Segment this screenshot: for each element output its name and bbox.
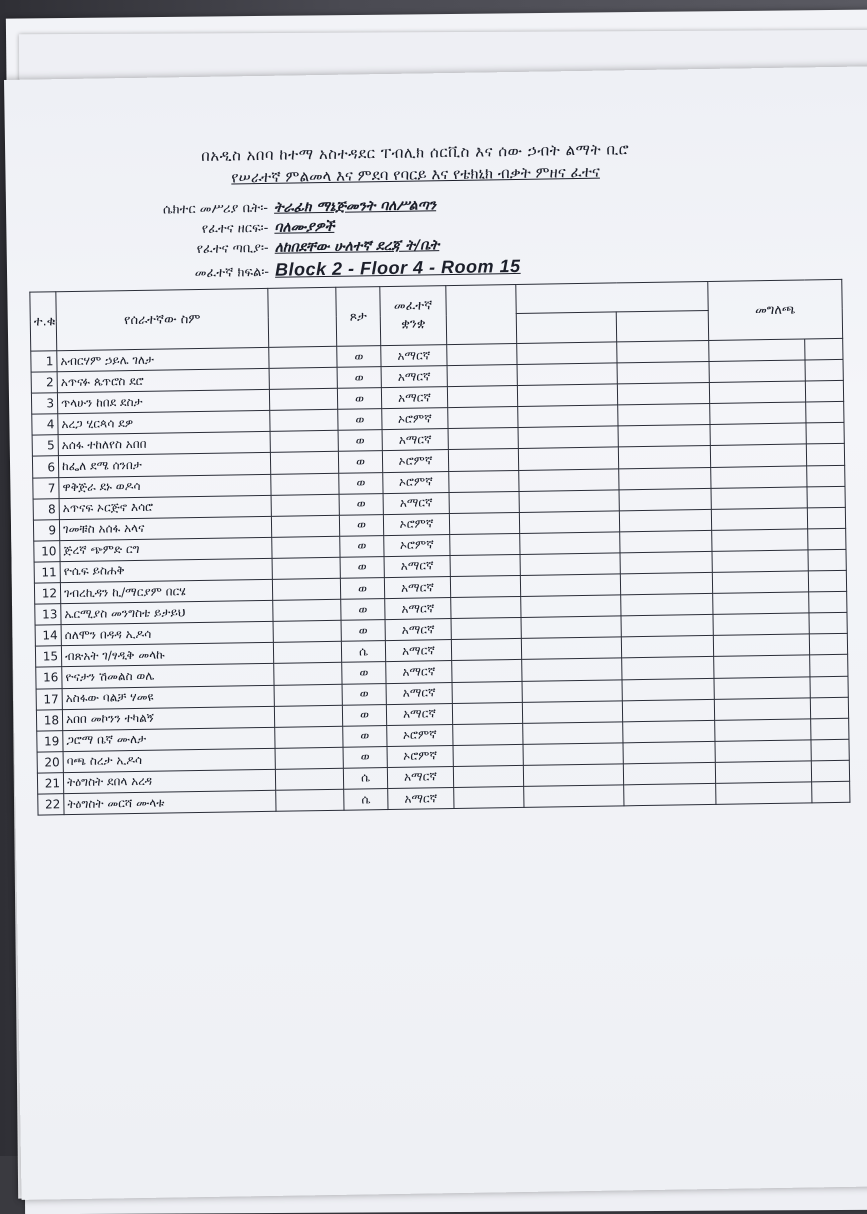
employee-sex: ወ [340, 535, 384, 557]
blank-cell [711, 508, 807, 531]
blank-cell [807, 465, 845, 487]
blank-cell [807, 486, 845, 508]
blank-cell [518, 447, 618, 470]
blank-cell [272, 578, 340, 600]
blank-cell [520, 553, 620, 576]
employee-sex: ወ [341, 599, 385, 621]
roster-table [29, 279, 850, 816]
employee-sex: ሴ [343, 767, 387, 789]
blank-cell [812, 781, 850, 803]
blank-cell [622, 699, 714, 722]
blank-cell [710, 402, 806, 425]
blank-cell [621, 594, 713, 617]
roster-body [31, 338, 850, 815]
blank-cell [711, 466, 807, 489]
col-header-blank [268, 287, 337, 347]
col-header-sex: ጾታ [336, 287, 381, 347]
exam-language: አማርኛ [381, 387, 447, 409]
document-header [5, 137, 826, 190]
blank-cell [715, 719, 811, 742]
meta-label: የፈተና ዘርፍ፡- [201, 220, 269, 237]
employee-sex: ወ [339, 514, 383, 536]
blank-cell [521, 595, 621, 618]
exam-language: አማርኛ [383, 492, 449, 514]
col-header-sub-1 [516, 312, 616, 344]
row-number: 4 [32, 414, 58, 435]
blank-cell [276, 789, 344, 811]
blank-cell [452, 660, 522, 682]
blank-cell [520, 574, 620, 597]
row-number: 12 [34, 583, 60, 604]
col-header-sub-2 [616, 310, 708, 341]
employee-name: ዮናታን ሽመልስ ወሌ [62, 664, 274, 688]
blank-cell [713, 613, 809, 636]
col-header-group [516, 281, 708, 313]
exam-language: ኦሮምኛ [383, 513, 449, 535]
row-number: 9 [33, 519, 59, 540]
employee-sex: ወ [338, 430, 382, 452]
blank-cell [448, 449, 518, 471]
blank-cell [275, 726, 343, 748]
employee-sex: ወ [337, 367, 381, 389]
blank-cell [716, 782, 812, 805]
blank-cell [273, 642, 341, 664]
blank-cell [450, 575, 520, 597]
employee-name: ከፌለ ደሜ ሰንበታ [58, 453, 270, 477]
blank-cell [618, 425, 710, 448]
blank-cell [269, 367, 337, 389]
employee-sex: ወ [342, 662, 386, 684]
blank-cell [808, 570, 846, 592]
blank-cell [712, 550, 808, 573]
blank-cell [808, 549, 846, 571]
header-line-2: የሠራተኛ ምልመላ እና ምደባ የባርይ እና የቴክኒክ ብቃት ምዘና ፈተና [231, 162, 600, 187]
row-number: 14 [35, 625, 61, 646]
blank-cell [451, 597, 521, 619]
row-number: 19 [37, 730, 63, 751]
employee-sex: ወ [339, 472, 383, 494]
exam-language: አማርኛ [388, 787, 454, 809]
blank-cell [806, 423, 844, 445]
blank-cell [518, 426, 618, 449]
employee-name: ጋሮማ ቤኛ ሙለታ [63, 727, 275, 751]
blank-cell [619, 488, 711, 511]
employee-name: ገብረኪዳን ኪ/ማርያም በርሄ [60, 579, 272, 603]
blank-cell [452, 681, 522, 703]
blank-cell [620, 530, 712, 553]
blank-cell [453, 723, 523, 745]
blank-cell [519, 468, 619, 491]
blank-cell [272, 557, 340, 579]
employee-name: ትዕግስት መርሻ ሙላቱ [64, 790, 276, 814]
blank-cell [517, 363, 617, 386]
employee-name: ጅረኛ ጭምድ ርግ [60, 537, 272, 561]
blank-cell [807, 507, 845, 529]
exam-language: አማርኛ [386, 661, 452, 683]
header-row [30, 279, 842, 321]
blank-cell [619, 467, 711, 490]
blank-cell [449, 491, 519, 513]
row-number: 8 [33, 498, 59, 519]
blank-cell [269, 346, 337, 368]
blank-cell [451, 639, 521, 661]
blank-cell [274, 705, 342, 727]
employee-sex: ወ [338, 451, 382, 473]
col-header-lang: መፈተኛ ቋንቋ [380, 286, 447, 346]
col-header-blank [446, 284, 517, 344]
blank-cell [452, 702, 522, 724]
exam-language: ኦሮምኛ [382, 408, 448, 430]
blank-cell [620, 551, 712, 574]
exam-language: አማርኛ [385, 640, 451, 662]
employee-sex: ሴ [344, 789, 388, 811]
meta-value: ትራፊክ ማኔጅመንት ባለሥልጣን [273, 197, 437, 216]
employee-name: አበበ መኮንን ተካልኝ [62, 706, 274, 730]
blank-cell [623, 762, 715, 785]
meta-value: Block 2 - Floor 4 - Room 15 [274, 255, 521, 280]
employee-name: አስፋው ባልቻ ሃመዩ [62, 685, 274, 709]
blank-cell [271, 473, 339, 495]
blank-cell [270, 410, 338, 432]
col-header-name: የሰራተኛው ስም [56, 288, 269, 350]
blank-cell [810, 655, 848, 677]
meta-info [116, 196, 521, 282]
blank-cell [805, 338, 843, 360]
employee-name: አሰፋ ተከለየስ አበበ [58, 432, 270, 456]
meta-label: የፈተና ጣቢያ፡- [196, 240, 269, 257]
exam-language: አማርኛ [384, 555, 450, 577]
blank-cell [714, 655, 810, 678]
blank-cell [713, 592, 809, 615]
employee-name: ትዕግስት ደበላ አረዳ [63, 769, 275, 793]
row-number: 16 [36, 667, 62, 688]
blank-cell [449, 512, 519, 534]
blank-cell [451, 618, 521, 640]
row-number: 10 [34, 541, 60, 562]
blank-cell [806, 444, 844, 466]
employee-name: ዋቅጅራ ደኑ ወዶሳ [59, 474, 271, 498]
row-number: 20 [37, 751, 63, 772]
blank-cell [806, 402, 844, 424]
employee-sex: ወ [340, 578, 384, 600]
blank-cell [274, 684, 342, 706]
blank-cell [617, 383, 709, 406]
employee-name: ብጽአት ገ/ፃዲቅ መላኩ [61, 643, 273, 667]
exam-language: ኦሮምኛ [387, 724, 453, 746]
blank-cell [522, 658, 622, 681]
blank-cell [620, 572, 712, 595]
blank-cell [811, 718, 849, 740]
employee-sex: ወ [339, 493, 383, 515]
blank-cell [712, 571, 808, 594]
blank-cell [710, 423, 806, 446]
blank-cell [809, 634, 847, 656]
meta-value: ለከበደቸው ሁለተኛ ደረጃ ት/ቤት [274, 237, 440, 256]
employee-sex: ወ [342, 704, 386, 726]
row-number: 1 [31, 351, 57, 372]
exam-language: ኦሮምኛ [383, 471, 449, 493]
employee-sex: ሴ [341, 641, 385, 663]
blank-cell [522, 679, 622, 702]
blank-cell [453, 744, 523, 766]
row-number: 7 [33, 477, 59, 498]
blank-cell [448, 407, 518, 429]
blank-cell [810, 697, 848, 719]
blank-cell [273, 599, 341, 621]
exam-language: አማርኛ [381, 345, 447, 367]
meta-value: ባለሙያዎች [274, 218, 335, 236]
row-number: 17 [36, 688, 62, 709]
blank-cell [523, 743, 623, 766]
blank-cell [623, 720, 715, 743]
col-header-remark: መግለጫ [708, 279, 843, 340]
blank-cell [447, 343, 517, 365]
blank-cell [622, 678, 714, 701]
row-number: 3 [31, 393, 57, 414]
blank-cell [275, 768, 343, 790]
blank-cell [811, 739, 849, 761]
employee-name: ሰለሞን በዳዳ ኢዶሳ [61, 622, 273, 646]
row-number: 15 [35, 646, 61, 667]
employee-name: አረጋ ሂርጳሳ ደዎ [58, 411, 270, 435]
blank-cell [523, 722, 623, 745]
blank-cell [715, 740, 811, 763]
employee-sex: ወ [341, 620, 385, 642]
blank-cell [453, 765, 523, 787]
blank-cell [805, 359, 843, 381]
row-number: 22 [38, 794, 64, 815]
employee-sex: ወ [343, 746, 387, 768]
row-number: 11 [34, 562, 60, 583]
employee-sex: ወ [340, 557, 384, 579]
exam-language: ኦሮምኛ [384, 534, 450, 556]
blank-cell [714, 698, 810, 721]
blank-cell [709, 360, 805, 383]
exam-language: አማርኛ [384, 577, 450, 599]
blank-cell [273, 620, 341, 642]
blank-cell [712, 529, 808, 552]
blank-cell [275, 747, 343, 769]
exam-language: አማርኛ [381, 366, 447, 388]
blank-cell [808, 528, 846, 550]
exam-language: አማርኛ [386, 703, 452, 725]
blank-cell [270, 452, 338, 474]
blank-cell [623, 741, 715, 764]
blank-cell [271, 494, 339, 516]
blank-cell [522, 700, 622, 723]
employee-name: አጥናፍ ኦርጅኖ እሳሮ [59, 495, 271, 519]
blank-cell [517, 384, 617, 407]
employee-name: ኤርሚያስ መንግስቴ ይታይህ [61, 600, 273, 624]
exam-language: ኦሮምኛ [387, 745, 453, 767]
blank-cell [624, 783, 716, 806]
row-number: 21 [37, 773, 63, 794]
exam-language: ኦሮምኛ [382, 450, 448, 472]
row-number: 2 [31, 372, 57, 393]
blank-cell [274, 663, 342, 685]
blank-cell [709, 381, 805, 404]
blank-cell [270, 431, 338, 453]
employee-name: አጥናፉ ጴጥሮስ ደሮ [57, 368, 269, 392]
blank-cell [517, 342, 617, 365]
meta-label: ሴክተር መሥሪያ ቤት፡- [162, 200, 269, 218]
row-number: 6 [32, 456, 58, 477]
blank-cell [621, 636, 713, 659]
blank-cell [520, 532, 620, 555]
blank-cell [805, 381, 843, 403]
blank-cell [811, 760, 849, 782]
employee-name: ባጫ ስረታ ኢዶሳ [63, 748, 275, 772]
blank-cell [809, 613, 847, 635]
blank-cell [519, 511, 619, 534]
blank-cell [709, 339, 805, 362]
employee-name: ዮሴፍ ይስሐቅ [60, 558, 272, 582]
employee-sex: ወ [337, 388, 381, 410]
employee-sex: ወ [337, 346, 381, 368]
row-number: 5 [32, 435, 58, 456]
blank-cell [272, 536, 340, 558]
blank-cell [617, 362, 709, 385]
blank-cell [449, 470, 519, 492]
blank-cell [618, 446, 710, 469]
blank-cell [447, 365, 517, 387]
blank-cell [524, 785, 624, 808]
blank-cell [710, 444, 806, 467]
exam-language: አማርኛ [382, 429, 448, 451]
header-line-1: በአዲስ አበባ ከተማ አስተዳደር ፐብሊክ ሰርቪስ እና ሰው ኃብት ልማት ቢሮ [201, 140, 630, 165]
blank-cell [521, 616, 621, 639]
blank-cell [269, 388, 337, 410]
blank-cell [621, 615, 713, 638]
exam-language: አማርኛ [387, 766, 453, 788]
blank-cell [447, 386, 517, 408]
employee-name: ገመቹስ አሰፋ አላና [59, 516, 271, 540]
blank-cell [518, 405, 618, 428]
blank-cell [271, 515, 339, 537]
blank-cell [450, 554, 520, 576]
blank-cell [622, 657, 714, 680]
blank-cell [713, 634, 809, 657]
meta-label: መፈተኛ ክፍል፡- [194, 264, 270, 282]
employee-name: ጥላሁን ከበደ ደስታ [57, 390, 269, 414]
blank-cell [810, 676, 848, 698]
col-header-no: ተ.ቁ [30, 292, 57, 351]
document-page [4, 66, 867, 1200]
blank-cell [519, 490, 619, 513]
blank-cell [714, 676, 810, 699]
blank-cell [715, 761, 811, 784]
employee-sex: ወ [342, 683, 386, 705]
blank-cell [619, 509, 711, 532]
blank-cell [618, 404, 710, 427]
exam-language: አማርኛ [385, 598, 451, 620]
row-number: 13 [35, 604, 61, 625]
row-number: 18 [36, 709, 62, 730]
blank-cell [617, 340, 709, 363]
blank-cell [448, 428, 518, 450]
exam-language: አማርኛ [385, 619, 451, 641]
blank-cell [809, 591, 847, 613]
blank-cell [450, 533, 520, 555]
blank-cell [711, 487, 807, 510]
blank-cell [521, 637, 621, 660]
employee-name: አብርሃም ኃይሌ ገለታ [57, 347, 269, 371]
exam-language: አማርኛ [386, 682, 452, 704]
employee-sex: ወ [343, 725, 387, 747]
blank-cell [523, 764, 623, 787]
blank-cell [454, 786, 524, 808]
employee-sex: ወ [338, 409, 382, 431]
